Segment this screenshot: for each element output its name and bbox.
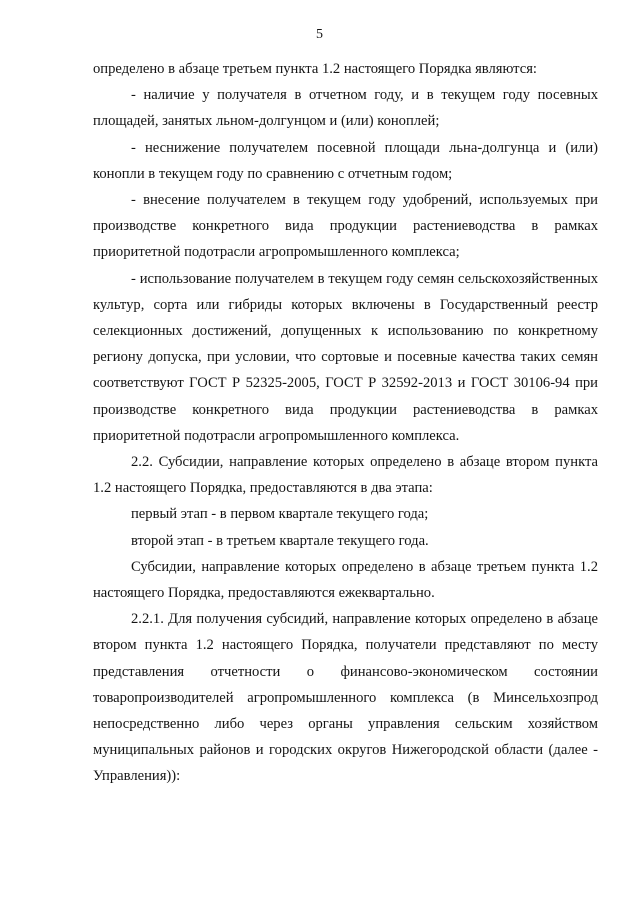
page-number: 5 [316,27,323,42]
body-text [93,56,598,790]
paragraph: Субсидии, направление которых определено в абзаце третьем пункта 1.2 настоящего Порядка, предоставляются ежеквартально. [93,558,598,602]
paragraph: определено в абзаце третьем пункта 1.2 настоящего Порядка являются: [93,61,537,77]
paragraph: - внесение получателем в текущем году удобрений, используемых при производстве конкретного вида продукции растениеводства в рамках приоритетной подотрасли агропромышленного комплекса; [93,192,598,261]
paragraph: 2.2.1. Для получения субсидий, направление которых определено в абзаце втором пункта 1.2 настоящего Порядка, получатели представляют по месту представления отчетности о финансово-экономическом состоянии товаропроизводителей агропромышленного комплекса (в Минсельхозпрод непосредственно либо через органы управления сельским хозяйством муниципальных районов и городских округов Нижегородской области (далее - Управления)): [93,611,598,785]
paragraph: - использование получателем в текущем году семян сельскохозяйственных культур, сорта или гибриды которых включены в Государственный реестр селекционных достижений, допущенных к использованию по конкретному региону допуска, при условии, что сортовые и посевные качества таких семян соответствуют ГОСТ Р 52325-2005, ГОСТ Р 32592-2013 и ГОСТ 30106-94 при производстве конкретного вида продукции растениеводства в рамках приоритетной подотрасли агропромышленного комплекса. [93,270,598,444]
paragraph: первый этап - в первом квартале текущего года; [131,506,429,523]
paragraph: второй этап - в третьем квартале текущего года. [131,532,429,549]
paragraph: 2.2. Субсидии, направление которых определено в абзаце втором пункта 1.2 настоящего Порядка, предоставляются в два этапа: [93,454,598,497]
paragraph: - неснижение получателем посевной площади льна-долгунца и (или) конопли в текущем году по сравнению с отчетным годом; [93,139,598,182]
paragraph: - наличие у получателя в отчетном году, и в текущем году посевных площадей, занятых льном-долгунцом и (или) коноплей; [93,87,598,130]
